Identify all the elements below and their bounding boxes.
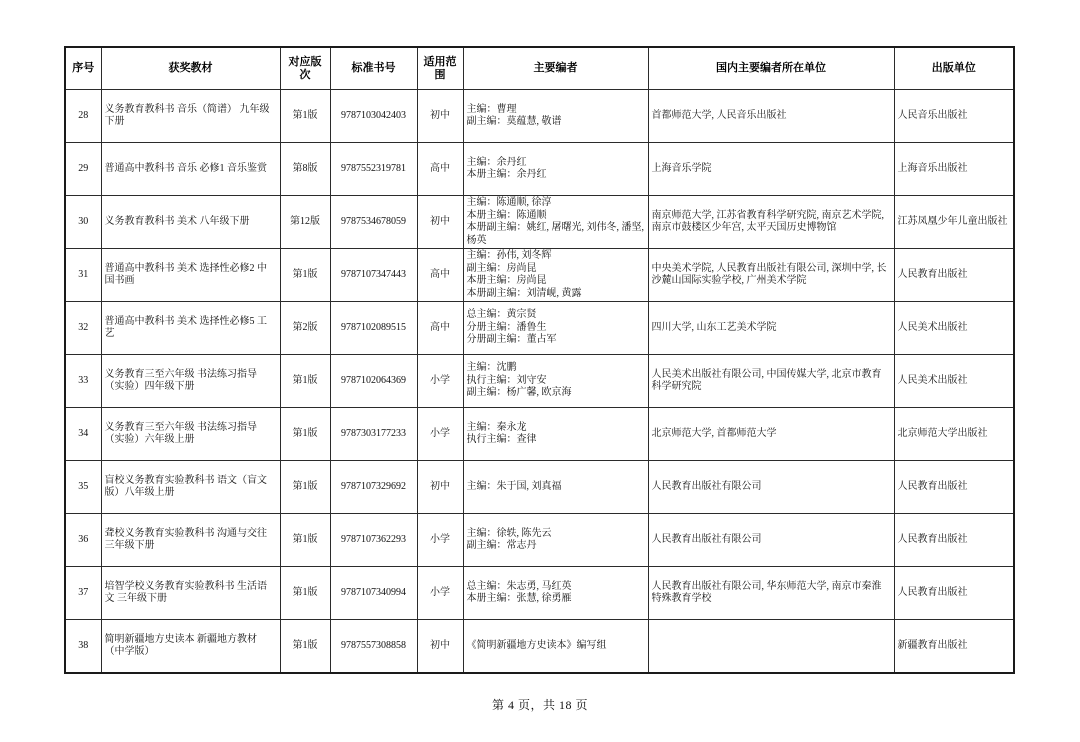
table-body [65,90,1014,674]
cell-affiliation: 人民教育出版社有限公司 [648,514,894,567]
table-row [65,302,1014,355]
table-row [65,196,1014,249]
cell-scope: 初中 [417,620,463,674]
cell-no: 29 [65,143,101,196]
cell-title: 普通高中教科书 美术 选择性必修2 中国书画 [101,249,280,302]
cell-publisher: 北京师范大学出版社 [894,408,1014,461]
editor-line: 主编：沈鹏 [466,362,517,374]
cell-title: 培智学校义务教育实验教科书 生活语文 三年级下册 [101,567,280,620]
editor-line: 总主编：朱志勇, 马红英 [466,580,572,592]
cell-isbn: 9787303177233 [330,408,417,461]
cell-editors [463,143,648,196]
table-row [65,90,1014,143]
cell-no: 28 [65,90,101,143]
cell-editors [463,461,648,514]
header-cell-scope: 适用范围 [417,47,463,90]
cell-title: 义务教育教科书 音乐（简谱） 九年级下册 [101,90,280,143]
cell-edition: 第2版 [280,302,330,355]
editor-line: 总主编：黄宗贤 [466,309,537,321]
table-row [65,143,1014,196]
cell-editors [463,514,648,567]
editor-line: 执行主编：查律 [466,434,537,445]
page-footer: 第 4 页，共 18 页 [491,698,588,712]
cell-no: 33 [65,355,101,408]
editor-line: 主编：秦永龙 [466,421,527,433]
editor-line: 本册主编：房尚昆 [466,275,547,286]
header-cell-isbn: 标准书号 [330,47,417,90]
cell-isbn: 9787534678059 [330,196,417,249]
cell-title: 义务教育教科书 美术 八年级下册 [101,196,280,249]
cell-editors [463,620,648,674]
cell-title: 聋校义务教育实验教科书 沟通与交往 三年级下册 [101,514,280,567]
editor-line: 主编：徐轶, 陈先云 [466,527,552,539]
cell-isbn: 9787107347443 [330,249,417,302]
header-row [65,47,1014,90]
editor-line: 本册主编：余丹红 [466,169,547,180]
cell-editors [463,90,648,143]
cell-isbn: 9787102089515 [330,302,417,355]
editor-line: 执行主编：刘守安 [466,374,547,386]
editor-line: 副主编：房尚昆 [466,262,537,274]
cell-publisher: 人民教育出版社 [894,249,1014,302]
cell-isbn: 9787107362293 [330,514,417,567]
cell-scope: 初中 [417,461,463,514]
cell-scope: 初中 [417,90,463,143]
cell-affiliation: 人民教育出版社有限公司 [648,461,894,514]
cell-edition: 第1版 [280,90,330,143]
cell-scope: 高中 [417,143,463,196]
cell-no: 34 [65,408,101,461]
cell-publisher: 人民教育出版社 [894,461,1014,514]
cell-no: 36 [65,514,101,567]
cell-edition: 第8版 [280,143,330,196]
cell-affiliation: 人民美术出版社有限公司, 中国传媒大学, 北京市教育科学研究院 [648,355,894,408]
cell-publisher: 上海音乐出版社 [894,143,1014,196]
editor-line: 副主编：莫蕴慧, 敬谱 [466,116,562,127]
table-row [65,567,1014,620]
editor-line: 主编：曹理 [466,103,517,115]
editor-line: 主编：陈通顺, 徐淳 [466,197,552,208]
editor-line: 主编：朱于国, 刘真福 [466,480,562,492]
cell-publisher: 人民美术出版社 [894,355,1014,408]
cell-no: 32 [65,302,101,355]
cell-scope: 小学 [417,355,463,408]
cell-publisher: 江苏凤凰少年儿童出版社 [894,196,1014,249]
cell-editors [463,249,648,302]
cell-affiliation: 北京师范大学, 首都师范大学 [648,408,894,461]
cell-affiliation: 四川大学, 山东工艺美术学院 [648,302,894,355]
cell-title: 简明新疆地方史读本 新疆地方教材（中学版） [101,620,280,674]
editor-line: 本册主编：张慧, 徐勇雁 [466,593,572,604]
editor-line: 副主编：常志丹 [466,540,537,551]
cell-editors [463,408,648,461]
header-cell-edition: 对应版次 [280,47,330,90]
cell-scope: 小学 [417,408,463,461]
cell-publisher: 人民教育出版社 [894,567,1014,620]
cell-affiliation: 上海音乐学院 [648,143,894,196]
cell-edition: 第1版 [280,567,330,620]
editor-line: 本册主编：陈通顺 [466,209,547,221]
cell-no: 38 [65,620,101,674]
cell-edition: 第1版 [280,355,330,408]
editor-line: 分册副主编：董占军 [466,334,557,346]
cell-publisher: 人民教育出版社 [894,514,1014,567]
cell-title: 盲校义务教育实验教科书 语文（盲文版）八年级上册 [101,461,280,514]
cell-title: 义务教育三至六年级 书法练习指导（实验）四年级下册 [101,355,280,408]
cell-isbn: 9787107329692 [330,461,417,514]
cell-isbn: 9787102064369 [330,355,417,408]
cell-scope: 高中 [417,249,463,302]
header-cell-editors: 主要编者 [463,47,648,90]
table-header [65,47,1014,90]
cell-edition: 第1版 [280,461,330,514]
cell-title: 义务教育三至六年级 书法练习指导（实验）六年级上册 [101,408,280,461]
cell-no: 31 [65,249,101,302]
cell-publisher: 人民美术出版社 [894,302,1014,355]
table-row [65,408,1014,461]
cell-publisher: 新疆教育出版社 [894,620,1014,674]
cell-edition: 第12版 [280,196,330,249]
awards-table [64,46,1015,674]
cell-edition: 第1版 [280,249,330,302]
editor-line: 《简明新疆地方史读本》编写组 [466,639,607,651]
editor-line: 主编：孙伟, 刘冬辉 [466,250,552,261]
editor-line: 副主编：杨广馨, 欧京海 [466,387,572,399]
cell-title: 普通高中教科书 美术 选择性必修5 工艺 [101,302,280,355]
cell-scope: 初中 [417,196,463,249]
table-row [65,620,1014,674]
header-cell-title: 获奖教材 [101,47,280,90]
cell-editors [463,196,648,249]
cell-edition: 第1版 [280,620,330,674]
table-row [65,249,1014,302]
editor-line: 分册主编：潘鲁生 [466,321,547,333]
cell-editors [463,355,648,408]
table-row [65,514,1014,567]
header-cell-affiliation: 国内主要编者所在单位 [648,47,894,90]
cell-edition: 第1版 [280,514,330,567]
cell-no: 35 [65,461,101,514]
cell-isbn: 9787552319781 [330,143,417,196]
cell-affiliation [648,620,894,674]
editor-line: 本册副主编：刘清岘, 黄露 [466,287,582,299]
cell-affiliation: 人民教育出版社有限公司, 华东师范大学, 南京市秦淮特殊教育学校 [648,567,894,620]
table-row [65,461,1014,514]
cell-isbn: 9787107340994 [330,567,417,620]
cell-title: 普通高中教科书 音乐 必修1 音乐鉴赏 [101,143,280,196]
cell-scope: 小学 [417,514,463,567]
cell-editors [463,567,648,620]
cell-isbn: 9787103042403 [330,90,417,143]
cell-affiliation: 首都师范大学, 人民音乐出版社 [648,90,894,143]
table-row [65,355,1014,408]
editor-line: 主编：余丹红 [466,156,527,168]
header-cell-no: 序号 [65,47,101,90]
cell-editors [463,302,648,355]
cell-affiliation: 中央美术学院, 人民教育出版社有限公司, 深圳中学, 长沙麓山国际实验学校, 广州美术学院 [648,249,894,302]
header-cell-publisher: 出版单位 [894,47,1014,90]
cell-publisher: 人民音乐出版社 [894,90,1014,143]
cell-no: 37 [65,567,101,620]
editor-line: 本册副主编：姚红, 屠曙光, 刘伟冬, 潘坚, 杨英 [466,222,644,246]
cell-isbn: 9787557308858 [330,620,417,674]
cell-scope: 小学 [417,567,463,620]
cell-scope: 高中 [417,302,463,355]
cell-edition: 第1版 [280,408,330,461]
cell-no: 30 [65,196,101,249]
cell-affiliation: 南京师范大学, 江苏省教育科学研究院, 南京艺术学院, 南京市鼓楼区少年宫, 太平天国历史博物馆 [648,196,894,249]
